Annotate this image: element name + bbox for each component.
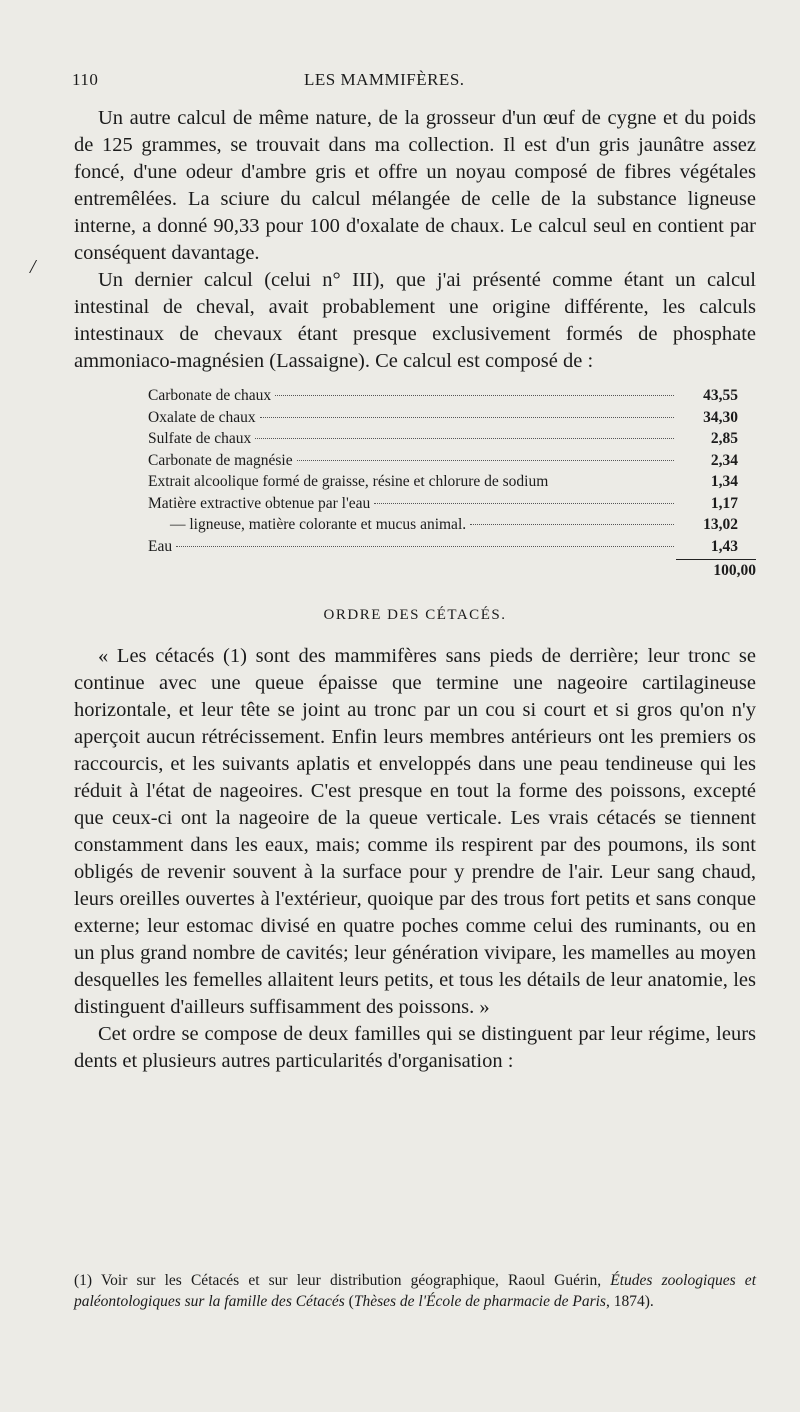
row-label: Sulfate de chaux xyxy=(148,430,252,447)
table-row xyxy=(148,471,738,493)
section-title: ORDRE DES CÉTACÉS. xyxy=(323,607,507,623)
paragraph: Cet ordre se compose de deux familles qui se distinguent par leur régime, leurs dents et plusieurs autres particularités d'organisation : xyxy=(74,1023,756,1072)
composition-table xyxy=(148,385,756,581)
table-row xyxy=(148,385,738,407)
row-label: Oxalate de chaux xyxy=(148,408,256,426)
table-row xyxy=(148,450,738,472)
footnote-title: Études zoologiques et paléontologiques sur la famille des Cétacés xyxy=(74,1272,756,1310)
table-row xyxy=(148,407,738,429)
footnote-paren: ( xyxy=(348,1293,354,1310)
row-value: 43,55 xyxy=(703,387,738,404)
row-value: 13,02 xyxy=(703,516,738,533)
table-row xyxy=(148,493,738,515)
row-value: 1,34 xyxy=(710,473,738,490)
table-row xyxy=(148,514,738,536)
row-label: Carbonate de chaux xyxy=(148,387,272,404)
table-row xyxy=(148,428,738,450)
row-label: — ligneuse, matière colorante et mucus animal. xyxy=(170,516,467,533)
row-label: Matière extractive obtenue par l'eau xyxy=(148,494,371,512)
paragraph: Un dernier calcul (celui n° III), que j'ai présenté comme étant un calcul intestinal de cheval, avait probablement une origine différente, les calculs intestinaux de chevaux étant presque exclusivement formés de phosphate ammoniaco-magnésien (Lassaigne). Ce calcul est composé de : xyxy=(74,269,756,372)
table-total: 100,00 xyxy=(713,562,756,579)
row-label: Extrait alcoolique formé de graisse, résine et chlorure de sodium xyxy=(148,473,549,490)
table-row xyxy=(148,536,738,558)
paragraph: « Les cétacés (1) sont des mammifères sans pieds de derrière; leur tronc se continue avec une queue épaisse que termine une nageoire cartilagineuse horizontale, et leur tête se joint au tronc par un cou si court et si gros qu'on n'y aperçoit aucun rétrécissement. Enfin leurs membres antérieurs ont les premiers os raccourcis, et les suivants aplatis et enveloppés dans une peau tendineuse qui les réduit à l'état de nageoires. C'est presque en tout la forme des poissons, excepté que ceux-ci ont la nageoire de la queue verticale. Les vrais cétacés se tiennent constamment dans les eaux, mais; comme ils respirent par des poumons, ils sont obligés de revenir souvent à la surface pour y prendre de l'air. Leur sang chaud, leurs oreilles ouvertes à l'extérieur, quoique par des trous fort petits et sans conque externe; leur estomac divisé en quatre poches comme celui des ruminants, ou en un plus grand nombre de cavités; leur génération vivipare, les mamelles au moyen desquelles les femelles allaitent leurs petits, et tous les détails de leur anatomie, les distinguent d'ailleurs suffisamment des poissons. » xyxy=(74,645,756,1018)
footnote-tail: , 1874). xyxy=(605,1293,654,1310)
row-value: 2,85 xyxy=(710,430,738,447)
row-value: 2,34 xyxy=(710,451,738,469)
page-number: 110 xyxy=(72,70,99,89)
row-label: Eau xyxy=(148,537,173,555)
running-title: LES MAMMIFÈRES. xyxy=(304,70,465,89)
margin-pencil-mark: / xyxy=(30,256,36,278)
footnote-thesis: Thèses de l'École de pharmacie de Paris xyxy=(353,1293,606,1310)
row-label: Carbonate de magnésie xyxy=(148,451,293,469)
paragraph: Un autre calcul de même nature, de la grosseur d'un œuf de cygne et du poids de 125 grammes, se trouvait dans ma collection. Il est d'un gris jaunâtre assez foncé, d'une odeur d'ambre gris et offre un noyau composé de fibres végétales entremêlées. La sciure du calcul mélangée de celle de la substance ligneuse interne, a donné 90,33 pour 100 d'oxalate de chaux. Le calcul seul en contient par conséquent davantage. xyxy=(74,107,756,264)
row-value: 1,17 xyxy=(710,494,738,512)
body-text xyxy=(74,105,756,1075)
footnote xyxy=(74,1270,756,1312)
row-value: 1,43 xyxy=(710,537,738,555)
row-value: 34,30 xyxy=(703,408,738,426)
footnote-lead: (1) Voir sur les Cétacés et sur leur distribution géographique, Raoul Guérin, xyxy=(74,1272,602,1289)
